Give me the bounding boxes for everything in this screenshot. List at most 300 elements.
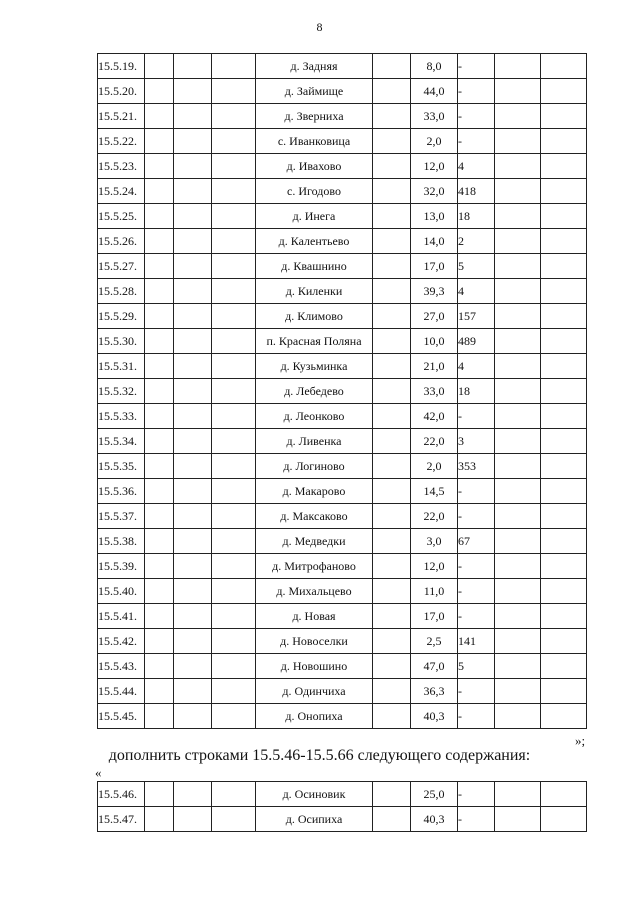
empty-cell xyxy=(174,654,212,679)
settlement-name: д. Максаково xyxy=(256,504,373,529)
table-row xyxy=(98,704,587,729)
empty-cell xyxy=(145,154,174,179)
empty-cell xyxy=(373,654,411,679)
empty-cell xyxy=(541,429,587,454)
empty-cell xyxy=(373,604,411,629)
empty-cell xyxy=(373,479,411,504)
empty-cell xyxy=(541,379,587,404)
empty-cell xyxy=(373,404,411,429)
empty-cell xyxy=(145,782,174,807)
area-value: 44,0 xyxy=(411,79,458,104)
empty-cell xyxy=(495,304,541,329)
empty-cell xyxy=(212,329,256,354)
settlement-name: д. Новошино xyxy=(256,654,373,679)
empty-cell xyxy=(495,229,541,254)
area-value: 42,0 xyxy=(411,404,458,429)
row-number: 15.5.31. xyxy=(98,354,145,379)
population-value: 353 xyxy=(458,454,495,479)
empty-cell xyxy=(495,479,541,504)
row-number: 15.5.38. xyxy=(98,529,145,554)
settlement-name: с. Иванковица xyxy=(256,129,373,154)
population-value: 4 xyxy=(458,154,495,179)
empty-cell xyxy=(541,579,587,604)
empty-cell xyxy=(174,354,212,379)
empty-cell xyxy=(541,782,587,807)
empty-cell xyxy=(145,404,174,429)
empty-cell xyxy=(145,279,174,304)
empty-cell xyxy=(541,329,587,354)
row-number: 15.5.35. xyxy=(98,454,145,479)
table-row xyxy=(98,154,587,179)
empty-cell xyxy=(541,679,587,704)
empty-cell xyxy=(174,179,212,204)
area-value: 14,0 xyxy=(411,229,458,254)
area-value: 10,0 xyxy=(411,329,458,354)
empty-cell xyxy=(495,404,541,429)
row-number: 15.5.27. xyxy=(98,254,145,279)
table-row xyxy=(98,454,587,479)
empty-cell xyxy=(541,554,587,579)
empty-cell xyxy=(495,554,541,579)
empty-cell xyxy=(174,329,212,354)
empty-cell xyxy=(495,329,541,354)
empty-cell xyxy=(373,354,411,379)
settlement-name: д. Ливенка xyxy=(256,429,373,454)
row-number: 15.5.45. xyxy=(98,704,145,729)
area-value: 33,0 xyxy=(411,379,458,404)
settlement-name: д. Леонково xyxy=(256,404,373,429)
area-value: 17,0 xyxy=(411,604,458,629)
table-row xyxy=(98,782,587,807)
area-value: 25,0 xyxy=(411,782,458,807)
empty-cell xyxy=(495,654,541,679)
empty-cell xyxy=(174,504,212,529)
row-number: 15.5.24. xyxy=(98,179,145,204)
row-number: 15.5.33. xyxy=(98,404,145,429)
area-value: 36,3 xyxy=(411,679,458,704)
empty-cell xyxy=(495,429,541,454)
empty-cell xyxy=(541,654,587,679)
population-value: 4 xyxy=(458,354,495,379)
empty-cell xyxy=(145,254,174,279)
settlement-name: д. Новоселки xyxy=(256,629,373,654)
table-row xyxy=(98,504,587,529)
settlement-name: д. Новая xyxy=(256,604,373,629)
empty-cell xyxy=(212,504,256,529)
population-value: - xyxy=(458,604,495,629)
empty-cell xyxy=(373,154,411,179)
empty-cell xyxy=(212,554,256,579)
empty-cell xyxy=(495,579,541,604)
empty-cell xyxy=(212,629,256,654)
empty-cell xyxy=(145,529,174,554)
population-value: - xyxy=(458,504,495,529)
empty-cell xyxy=(495,254,541,279)
empty-cell xyxy=(212,679,256,704)
empty-cell xyxy=(212,807,256,832)
empty-cell xyxy=(145,654,174,679)
settlement-name: д. Логиново xyxy=(256,454,373,479)
empty-cell xyxy=(145,429,174,454)
empty-cell xyxy=(541,179,587,204)
empty-cell xyxy=(212,529,256,554)
empty-cell xyxy=(212,129,256,154)
population-value: 418 xyxy=(458,179,495,204)
empty-cell xyxy=(145,629,174,654)
row-number: 15.5.44. xyxy=(98,679,145,704)
empty-cell xyxy=(212,154,256,179)
empty-cell xyxy=(174,529,212,554)
table-row xyxy=(98,429,587,454)
empty-cell xyxy=(373,379,411,404)
settlement-name: д. Инега xyxy=(256,204,373,229)
empty-cell xyxy=(174,204,212,229)
empty-cell xyxy=(212,704,256,729)
settlement-name: д. Задняя xyxy=(256,54,373,79)
empty-cell xyxy=(145,554,174,579)
row-number: 15.5.19. xyxy=(98,54,145,79)
empty-cell xyxy=(373,179,411,204)
empty-cell xyxy=(174,704,212,729)
empty-cell xyxy=(541,604,587,629)
empty-cell xyxy=(541,479,587,504)
amendment-instruction: дополнить строками 15.5.46-15.5.66 следующего содержания: xyxy=(108,747,531,764)
table-row xyxy=(98,79,587,104)
empty-cell xyxy=(373,704,411,729)
empty-cell xyxy=(373,554,411,579)
empty-cell xyxy=(174,254,212,279)
table-row xyxy=(98,354,587,379)
settlement-name: д. Макарово xyxy=(256,479,373,504)
settlement-name: д. Осипиха xyxy=(256,807,373,832)
table-row xyxy=(98,479,587,504)
row-number: 15.5.28. xyxy=(98,279,145,304)
table-row xyxy=(98,104,587,129)
empty-cell xyxy=(495,782,541,807)
row-number: 15.5.37. xyxy=(98,504,145,529)
population-value: - xyxy=(458,104,495,129)
row-number: 15.5.32. xyxy=(98,379,145,404)
table-row xyxy=(98,654,587,679)
area-value: 22,0 xyxy=(411,429,458,454)
table-row xyxy=(98,529,587,554)
empty-cell xyxy=(212,179,256,204)
row-number: 15.5.41. xyxy=(98,604,145,629)
row-number: 15.5.23. xyxy=(98,154,145,179)
empty-cell xyxy=(541,279,587,304)
empty-cell xyxy=(145,807,174,832)
population-value: 5 xyxy=(458,254,495,279)
empty-cell xyxy=(495,704,541,729)
empty-cell xyxy=(212,79,256,104)
population-value: 67 xyxy=(458,529,495,554)
area-value: 27,0 xyxy=(411,304,458,329)
empty-cell xyxy=(212,354,256,379)
settlement-name: д. Ивахово xyxy=(256,154,373,179)
settlement-name: д. Лебедево xyxy=(256,379,373,404)
empty-cell xyxy=(495,679,541,704)
row-number: 15.5.22. xyxy=(98,129,145,154)
area-value: 8,0 xyxy=(411,54,458,79)
area-value: 40,3 xyxy=(411,807,458,832)
population-value: - xyxy=(458,679,495,704)
area-value: 14,5 xyxy=(411,479,458,504)
empty-cell xyxy=(145,304,174,329)
row-number: 15.5.39. xyxy=(98,554,145,579)
settlement-name: д. Медведки xyxy=(256,529,373,554)
area-value: 3,0 xyxy=(411,529,458,554)
empty-cell xyxy=(174,479,212,504)
empty-cell xyxy=(212,204,256,229)
empty-cell xyxy=(145,479,174,504)
empty-cell xyxy=(495,179,541,204)
empty-cell xyxy=(174,54,212,79)
settlement-name: д. Займище xyxy=(256,79,373,104)
empty-cell xyxy=(212,254,256,279)
empty-cell xyxy=(373,679,411,704)
area-value: 32,0 xyxy=(411,179,458,204)
empty-cell xyxy=(174,279,212,304)
population-value: - xyxy=(458,554,495,579)
empty-cell xyxy=(495,154,541,179)
settlement-name: д. Киленки xyxy=(256,279,373,304)
empty-cell xyxy=(174,579,212,604)
empty-cell xyxy=(212,404,256,429)
area-value: 22,0 xyxy=(411,504,458,529)
table-row xyxy=(98,204,587,229)
empty-cell xyxy=(174,782,212,807)
empty-cell xyxy=(541,204,587,229)
empty-cell xyxy=(373,629,411,654)
empty-cell xyxy=(174,304,212,329)
empty-cell xyxy=(174,404,212,429)
population-value: - xyxy=(458,704,495,729)
table-row xyxy=(98,807,587,832)
empty-cell xyxy=(145,379,174,404)
table-row xyxy=(98,129,587,154)
settlement-name: д. Осиновик xyxy=(256,782,373,807)
empty-cell xyxy=(373,79,411,104)
population-value: - xyxy=(458,54,495,79)
area-value: 21,0 xyxy=(411,354,458,379)
empty-cell xyxy=(373,429,411,454)
empty-cell xyxy=(373,782,411,807)
population-value: 3 xyxy=(458,429,495,454)
empty-cell xyxy=(174,229,212,254)
empty-cell xyxy=(145,454,174,479)
area-value: 39,3 xyxy=(411,279,458,304)
added-settlements-table xyxy=(97,781,587,832)
empty-cell xyxy=(541,504,587,529)
row-number: 15.5.25. xyxy=(98,204,145,229)
population-value: - xyxy=(458,479,495,504)
empty-cell xyxy=(145,54,174,79)
population-value: - xyxy=(458,79,495,104)
settlement-name: д. Квашнино xyxy=(256,254,373,279)
empty-cell xyxy=(212,429,256,454)
closing-quote: »; xyxy=(575,733,586,748)
empty-cell xyxy=(145,704,174,729)
row-number: 15.5.29. xyxy=(98,304,145,329)
empty-cell xyxy=(495,504,541,529)
empty-cell xyxy=(373,579,411,604)
empty-cell xyxy=(541,529,587,554)
table-row xyxy=(98,304,587,329)
settlement-name: п. Красная Поляна xyxy=(256,329,373,354)
empty-cell xyxy=(541,629,587,654)
empty-cell xyxy=(174,79,212,104)
empty-cell xyxy=(373,204,411,229)
empty-cell xyxy=(174,454,212,479)
empty-cell xyxy=(145,679,174,704)
empty-cell xyxy=(145,179,174,204)
empty-cell xyxy=(541,807,587,832)
table-row xyxy=(98,279,587,304)
empty-cell xyxy=(373,807,411,832)
table-row xyxy=(98,629,587,654)
area-value: 2,0 xyxy=(411,454,458,479)
empty-cell xyxy=(373,54,411,79)
empty-cell xyxy=(212,304,256,329)
settlement-name: д. Кузьминка xyxy=(256,354,373,379)
empty-cell xyxy=(495,279,541,304)
empty-cell xyxy=(541,129,587,154)
empty-cell xyxy=(541,229,587,254)
empty-cell xyxy=(495,629,541,654)
empty-cell xyxy=(495,807,541,832)
empty-cell xyxy=(212,379,256,404)
settlement-name: д. Калентьево xyxy=(256,229,373,254)
settlement-name: д. Онопиха xyxy=(256,704,373,729)
area-value: 2,0 xyxy=(411,129,458,154)
table-row xyxy=(98,254,587,279)
empty-cell xyxy=(174,104,212,129)
table-row xyxy=(98,379,587,404)
empty-cell xyxy=(495,204,541,229)
population-value: - xyxy=(458,579,495,604)
empty-cell xyxy=(541,704,587,729)
settlement-name: с. Игодово xyxy=(256,179,373,204)
empty-cell xyxy=(212,654,256,679)
empty-cell xyxy=(373,304,411,329)
empty-cell xyxy=(174,129,212,154)
empty-cell xyxy=(373,129,411,154)
row-number: 15.5.30. xyxy=(98,329,145,354)
empty-cell xyxy=(145,504,174,529)
empty-cell xyxy=(174,629,212,654)
empty-cell xyxy=(495,529,541,554)
empty-cell xyxy=(212,104,256,129)
empty-cell xyxy=(541,454,587,479)
table-row xyxy=(98,179,587,204)
empty-cell xyxy=(145,579,174,604)
empty-cell xyxy=(495,54,541,79)
empty-cell xyxy=(212,454,256,479)
area-value: 47,0 xyxy=(411,654,458,679)
empty-cell xyxy=(495,379,541,404)
empty-cell xyxy=(174,379,212,404)
area-value: 12,0 xyxy=(411,154,458,179)
settlement-name: д. Михальцево xyxy=(256,579,373,604)
empty-cell xyxy=(212,54,256,79)
empty-cell xyxy=(495,454,541,479)
empty-cell xyxy=(495,354,541,379)
empty-cell xyxy=(495,79,541,104)
empty-cell xyxy=(541,404,587,429)
area-value: 13,0 xyxy=(411,204,458,229)
empty-cell xyxy=(373,104,411,129)
row-number: 15.5.40. xyxy=(98,579,145,604)
empty-cell xyxy=(212,229,256,254)
settlement-name: д. Одинчиха xyxy=(256,679,373,704)
row-number: 15.5.34. xyxy=(98,429,145,454)
population-value: 18 xyxy=(458,379,495,404)
settlement-name: д. Климово xyxy=(256,304,373,329)
table-row xyxy=(98,404,587,429)
empty-cell xyxy=(145,354,174,379)
empty-cell xyxy=(373,254,411,279)
empty-cell xyxy=(541,154,587,179)
empty-cell xyxy=(145,129,174,154)
empty-cell xyxy=(145,204,174,229)
table-row xyxy=(98,604,587,629)
population-value: 5 xyxy=(458,654,495,679)
empty-cell xyxy=(174,154,212,179)
row-number: 15.5.21. xyxy=(98,104,145,129)
table-row xyxy=(98,229,587,254)
empty-cell xyxy=(541,354,587,379)
empty-cell xyxy=(145,604,174,629)
opening-quote: « xyxy=(95,765,102,780)
empty-cell xyxy=(174,807,212,832)
empty-cell xyxy=(174,679,212,704)
population-value: - xyxy=(458,404,495,429)
empty-cell xyxy=(174,604,212,629)
empty-cell xyxy=(145,329,174,354)
table-row xyxy=(98,679,587,704)
empty-cell xyxy=(373,329,411,354)
empty-cell xyxy=(145,104,174,129)
table-row xyxy=(98,329,587,354)
empty-cell xyxy=(495,104,541,129)
settlement-name: д. Зверниха xyxy=(256,104,373,129)
empty-cell xyxy=(541,104,587,129)
empty-cell xyxy=(373,529,411,554)
area-value: 17,0 xyxy=(411,254,458,279)
row-number: 15.5.26. xyxy=(98,229,145,254)
empty-cell xyxy=(212,604,256,629)
empty-cell xyxy=(212,579,256,604)
table-row xyxy=(98,554,587,579)
empty-cell xyxy=(541,254,587,279)
empty-cell xyxy=(373,454,411,479)
empty-cell xyxy=(145,79,174,104)
empty-cell xyxy=(495,604,541,629)
population-value: - xyxy=(458,807,495,832)
empty-cell xyxy=(373,229,411,254)
population-value: 18 xyxy=(458,204,495,229)
population-value: 489 xyxy=(458,329,495,354)
row-number: 15.5.20. xyxy=(98,79,145,104)
empty-cell xyxy=(174,429,212,454)
empty-cell xyxy=(174,554,212,579)
population-value: 4 xyxy=(458,279,495,304)
empty-cell xyxy=(373,504,411,529)
row-number: 15.5.43. xyxy=(98,654,145,679)
empty-cell xyxy=(541,54,587,79)
empty-cell xyxy=(212,479,256,504)
empty-cell xyxy=(495,129,541,154)
